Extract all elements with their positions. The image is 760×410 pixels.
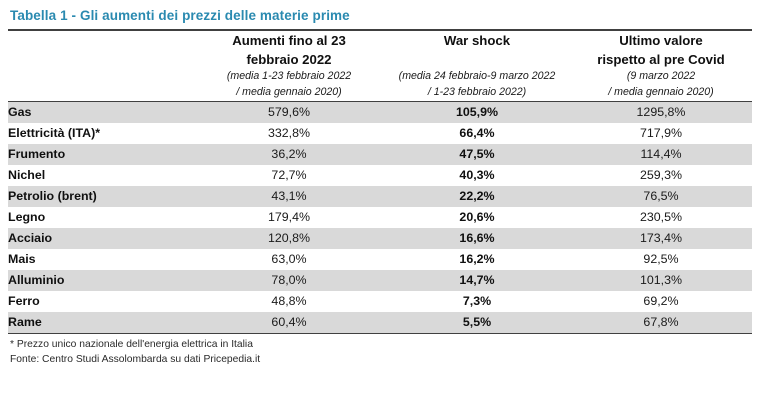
table-row (8, 249, 752, 270)
row-label: Nichel (8, 168, 46, 183)
header-aumenti-line2: febbraio 2022 (246, 52, 332, 68)
table-row (8, 144, 752, 165)
table-body (8, 102, 752, 334)
cell-warshock: 20,6% (459, 210, 495, 225)
row-label: Frumento (8, 144, 194, 165)
cell-warshock: 40,3% (459, 168, 495, 183)
row-label: Mais (8, 252, 36, 267)
table-row (8, 228, 752, 249)
cell-aumenti: 72,7% (271, 168, 307, 183)
table-row (8, 102, 752, 124)
header-cell-aumenti (194, 30, 384, 69)
subheader-cell-label (8, 69, 194, 101)
cell-aumenti: 60,4% (194, 312, 384, 333)
table-row (8, 165, 752, 186)
cell-ultimovalore: 1295,8% (570, 102, 752, 124)
cell-ultimovalore: 76,5% (570, 186, 752, 207)
commodity-price-table (8, 29, 752, 333)
cell-warshock: 66,4% (459, 126, 495, 141)
subheader-cell-warshock (384, 69, 570, 101)
header-warshock-line1: War shock (443, 33, 511, 48)
table-row (8, 270, 752, 291)
cell-warshock: 22,2% (384, 186, 570, 207)
cell-aumenti: 78,0% (194, 270, 384, 291)
subheader-cell-ultimovalore (570, 69, 752, 101)
row-label: Elettricità (ITA)* (8, 126, 101, 141)
subheader-cell-aumenti (194, 69, 384, 101)
cell-ultimovalore: 67,8% (570, 312, 752, 333)
cell-warshock: 7,3% (462, 294, 492, 309)
cell-ultimovalore: 101,3% (570, 270, 752, 291)
table-header-row (8, 30, 752, 69)
cell-ultimovalore: 69,2% (643, 294, 679, 309)
cell-aumenti: 179,4% (267, 210, 311, 225)
row-label: Gas (8, 102, 194, 124)
cell-ultimovalore: 717,9% (639, 126, 683, 141)
table-row (8, 207, 752, 228)
cell-ultimovalore: 114,4% (570, 144, 752, 165)
row-label: Petrolio (brent) (8, 186, 194, 207)
cell-aumenti: 120,8% (194, 228, 384, 249)
cell-ultimovalore: 173,4% (570, 228, 752, 249)
cell-warshock: 16,2% (459, 252, 495, 267)
subheader-ultimovalore-line1: (9 marzo 2022 (626, 70, 696, 83)
cell-warshock: 14,7% (384, 270, 570, 291)
header-cell-warshock (384, 30, 570, 69)
header-cell-label (8, 30, 194, 69)
table-row (8, 291, 752, 312)
row-label: Acciaio (8, 228, 194, 249)
cell-ultimovalore: 259,3% (639, 168, 683, 183)
subheader-ultimovalore-line2: / media gennaio 2020) (608, 86, 714, 99)
footnote-source: Fonte: Centro Studi Assolombarda su dati Pricepedia.it (10, 353, 261, 365)
cell-aumenti: 36,2% (194, 144, 384, 165)
table-row (8, 186, 752, 207)
cell-aumenti: 579,6% (194, 102, 384, 124)
subheader-aumenti-line2: / media gennaio 2020) (236, 86, 342, 99)
row-label: Legno (8, 210, 46, 225)
header-cell-ultimovalore (570, 30, 752, 69)
header-aumenti-line1: Aumenti fino al 23 (232, 33, 346, 48)
cell-ultimovalore: 92,5% (643, 252, 679, 267)
subheader-aumenti-line1: (media 1-23 febbraio 2022 (226, 70, 352, 83)
header-ultimovalore-line2: rispetto al pre Covid (597, 52, 725, 68)
footnote-asterisk: * Prezzo unico nazionale dell'energia elettrica in Italia (10, 339, 253, 351)
cell-warshock: 105,9% (384, 102, 570, 124)
row-label: Rame (8, 312, 194, 333)
cell-ultimovalore: 230,5% (639, 210, 683, 225)
row-label: Alluminio (8, 270, 194, 291)
page-title: Tabella 1 - Gli aumenti dei prezzi delle materie prime (10, 8, 350, 23)
table-row (8, 312, 752, 333)
subheader-warshock-line2: / 1-23 febbraio 2022) (427, 86, 527, 99)
cell-warshock: 16,6% (384, 228, 570, 249)
cell-warshock: 47,5% (384, 144, 570, 165)
cell-aumenti: 43,1% (194, 186, 384, 207)
cell-aumenti: 63,0% (271, 252, 307, 267)
header-ultimovalore-line1: Ultimo valore (619, 33, 703, 48)
table-subheader-row (8, 69, 752, 101)
table-row (8, 123, 752, 144)
cell-warshock: 5,5% (384, 312, 570, 333)
row-label: Ferro (8, 294, 40, 309)
subheader-warshock-line1: (media 24 febbraio-9 marzo 2022 (398, 70, 556, 83)
cell-aumenti: 48,8% (271, 294, 307, 309)
cell-aumenti: 332,8% (267, 126, 311, 141)
footnotes (8, 334, 752, 368)
